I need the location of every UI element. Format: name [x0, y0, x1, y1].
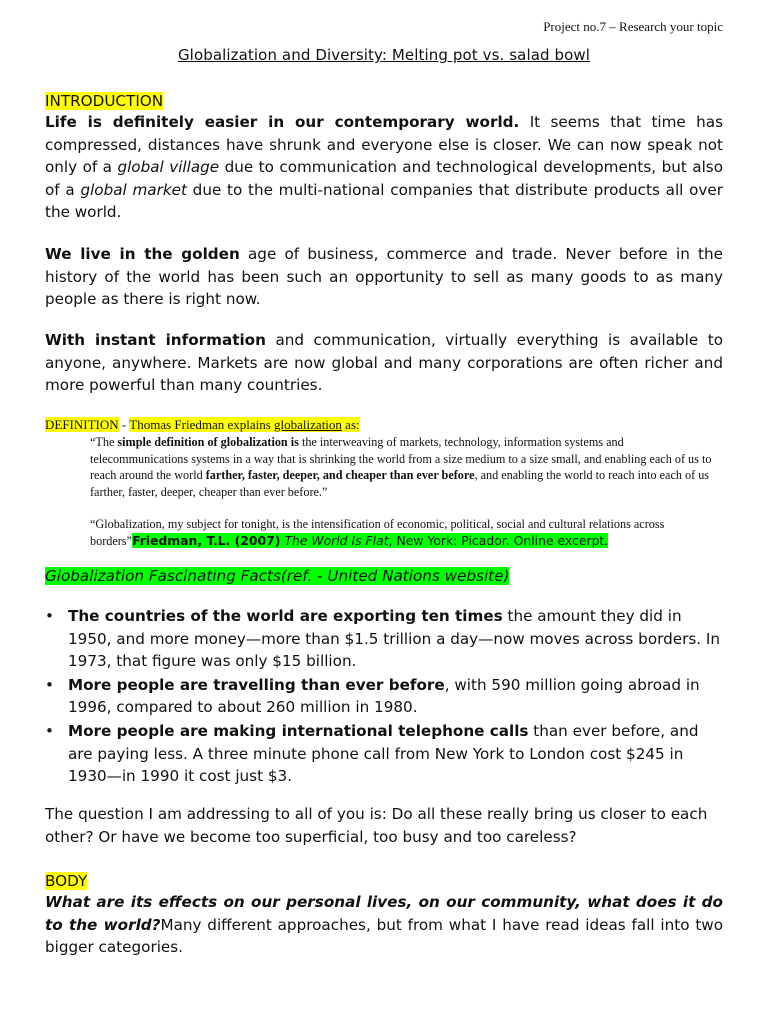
- friedman-quote-1: “The simple definition of globalization is the interweaving of markets, technology, information systems and telecommunications systems in a way that is shrinking the world from a size medium to a size small, and enabling each of us to reach around the world farther, faster, deeper, and cheaper than ever before, and enabling the world to reach into each of us farther, faster, deeper, cheaper than ever before.”: [90, 435, 712, 499]
- friedman-quote-2: “Globalization, my subject for tonight, is the intensification of economic, political, social and cultural relations across borders”Friedman, T.L. (2007) The World Is Flat, New York: Picador. Online excerpt.: [90, 517, 665, 548]
- question-paragraph: The question I am addressing to all of you is: Do all these really bring us closer to each other? Or have we become too superficial, too busy and too careless?: [45, 805, 708, 846]
- intro-paragraph-3: With instant information and communication, virtually everything is available to anyone, anywhere. Markets are now global and many corporations are often richer and more powerful than many countries.: [45, 331, 723, 395]
- intro-heading: INTRODUCTION: [45, 92, 164, 110]
- intro-paragraph-1: Life is definitely easier in our contemporary world. It seems that time has compressed, distances have shrunk and everyone else is closer. We can now speak not only of a global village due to communication and technological developments, but also of a global market due to the multi-national companies that distribute products all over the world.: [45, 113, 723, 222]
- list-item: • The countries of the world are exporting ten times the amount they did in 1950, and more money—more than $1.5 trillion a day—now moves across borders. In 1973, that figure was only $15 billion.: [45, 607, 720, 671]
- intro-paragraph-2: We live in the golden age of business, commerce and trade. Never before in the history of the world has been such an opportunity to sell as many goods to as many people as there is right now.: [45, 245, 723, 309]
- facts-list: [45, 605, 723, 788]
- facts-list-container: [45, 605, 723, 789]
- citation: Friedman, T.L. (2007) The World Is Flat, New York: Picador. Online excerpt.: [131, 532, 609, 548]
- list-item: • More people are making international telephone calls than ever before, and are paying less. A three minute phone call from New York to London cost $245 in 1930—in 1990 it cost just $3.: [45, 721, 699, 786]
- facts-heading-row: [45, 566, 723, 586]
- page-header: Project no.7 – Research your topic: [543, 19, 723, 34]
- facts-heading: Globalization Fascinating Facts(ref. - United Nations website): [45, 567, 510, 585]
- body-paragraph: What are its effects on our personal lives, on our community, what does it do to the world?Many different approaches, but from what I have read ideas fall into two bigger categories.: [45, 893, 724, 957]
- intro-section: [45, 91, 723, 224]
- body-heading: BODY: [45, 872, 88, 890]
- list-item: • More people are travelling than ever before, with 590 million going abroad in 1996, compared to about 260 million in 1980.: [45, 675, 700, 717]
- document-title: Globalization and Diversity: Melting pot vs. salad bowl: [177, 46, 591, 64]
- definition-label: DEFINITION: [45, 417, 119, 432]
- body-section: [45, 871, 723, 959]
- definition-line: DEFINITION - Thomas Friedman explains globalization as:: [45, 417, 360, 432]
